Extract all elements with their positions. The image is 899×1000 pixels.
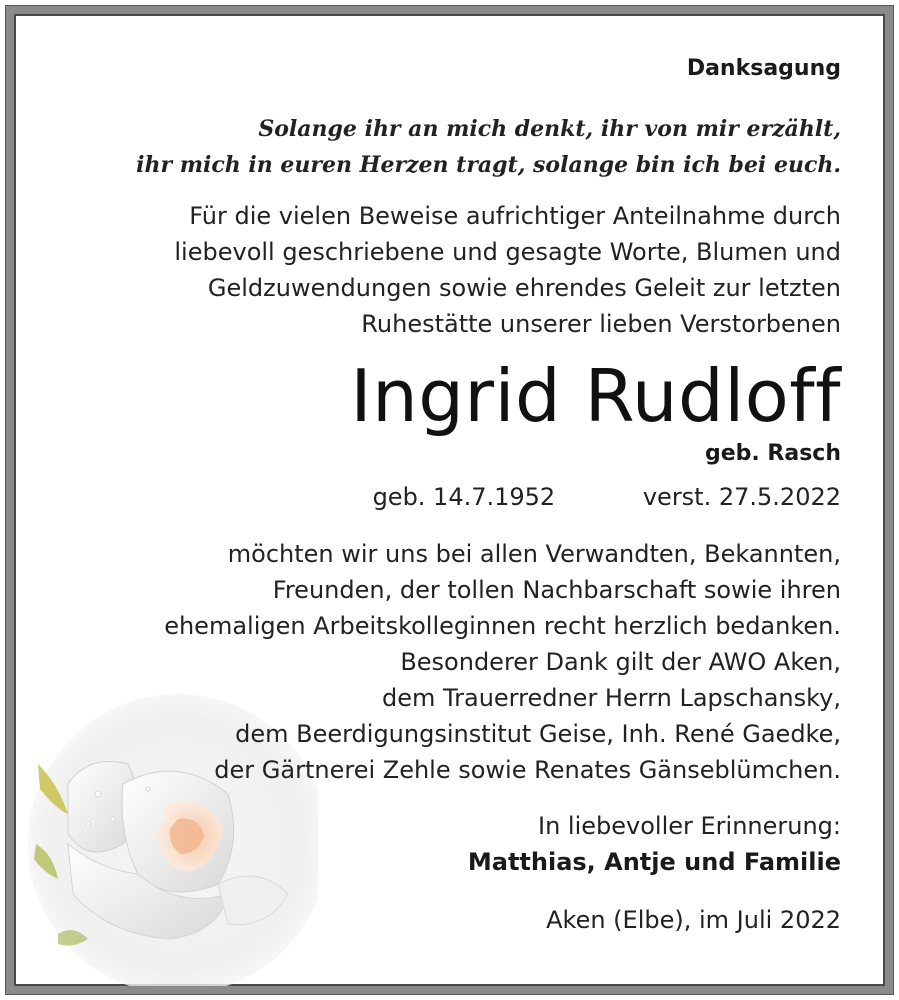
motto-line: ihr mich in euren Herzen tragt, solange bin ich bei euch.	[136, 152, 841, 178]
thanks-line: ehemaligen Arbeitskolleginnen recht herzlich bedanken.	[164, 612, 841, 640]
thanks-line: Freunden, der tollen Nachbarschaft sowie ihren	[272, 576, 841, 604]
thanks-line: der Gärtnerei Zehle sowie Renates Gänseblümchen.	[214, 756, 841, 784]
intro-line: Geldzuwendungen sowie ehrendes Geleit zur letzten	[207, 274, 841, 302]
birth-name: geb. Rasch	[704, 441, 841, 466]
intro-line: Für die vielen Beweise aufrichtiger Anteilnahme durch	[189, 202, 841, 230]
motto-line: Solange ihr an mich denkt, ihr von mir erzählt,	[258, 116, 841, 142]
deceased-name: Ingrid Rudloff	[350, 354, 841, 438]
announcement-content	[74, 56, 841, 938]
intro-line: liebevoll geschriebene und gesagte Worte, Blumen und	[174, 238, 841, 266]
heading: Danksagung	[686, 56, 841, 81]
life-dates	[74, 480, 841, 514]
birth-date: geb. 14.7.1952	[372, 483, 556, 511]
place-date: Aken (Elbe), im Juli 2022	[546, 906, 841, 934]
thanks-line: Besonderer Dank gilt der AWO Aken,	[400, 648, 841, 676]
intro-line: Ruhestätte unserer lieben Verstorbenen	[361, 310, 841, 338]
memory-line: In liebevoller Erinnerung:	[538, 812, 841, 840]
announcement-frame	[6, 6, 893, 994]
motto	[74, 111, 841, 183]
death-date: verst. 27.5.2022	[642, 483, 841, 511]
intro-text	[74, 198, 841, 342]
thanks-text	[74, 536, 841, 788]
thanks-line: dem Trauerredner Herrn Lapschansky,	[381, 684, 841, 712]
thanks-line: dem Beerdigungsinstitut Geise, Inh. René Gaedke,	[235, 720, 841, 748]
signers: Matthias, Antje und Familie	[467, 848, 841, 876]
thanks-line: möchten wir uns bei allen Verwandten, Bekannten,	[227, 540, 841, 568]
